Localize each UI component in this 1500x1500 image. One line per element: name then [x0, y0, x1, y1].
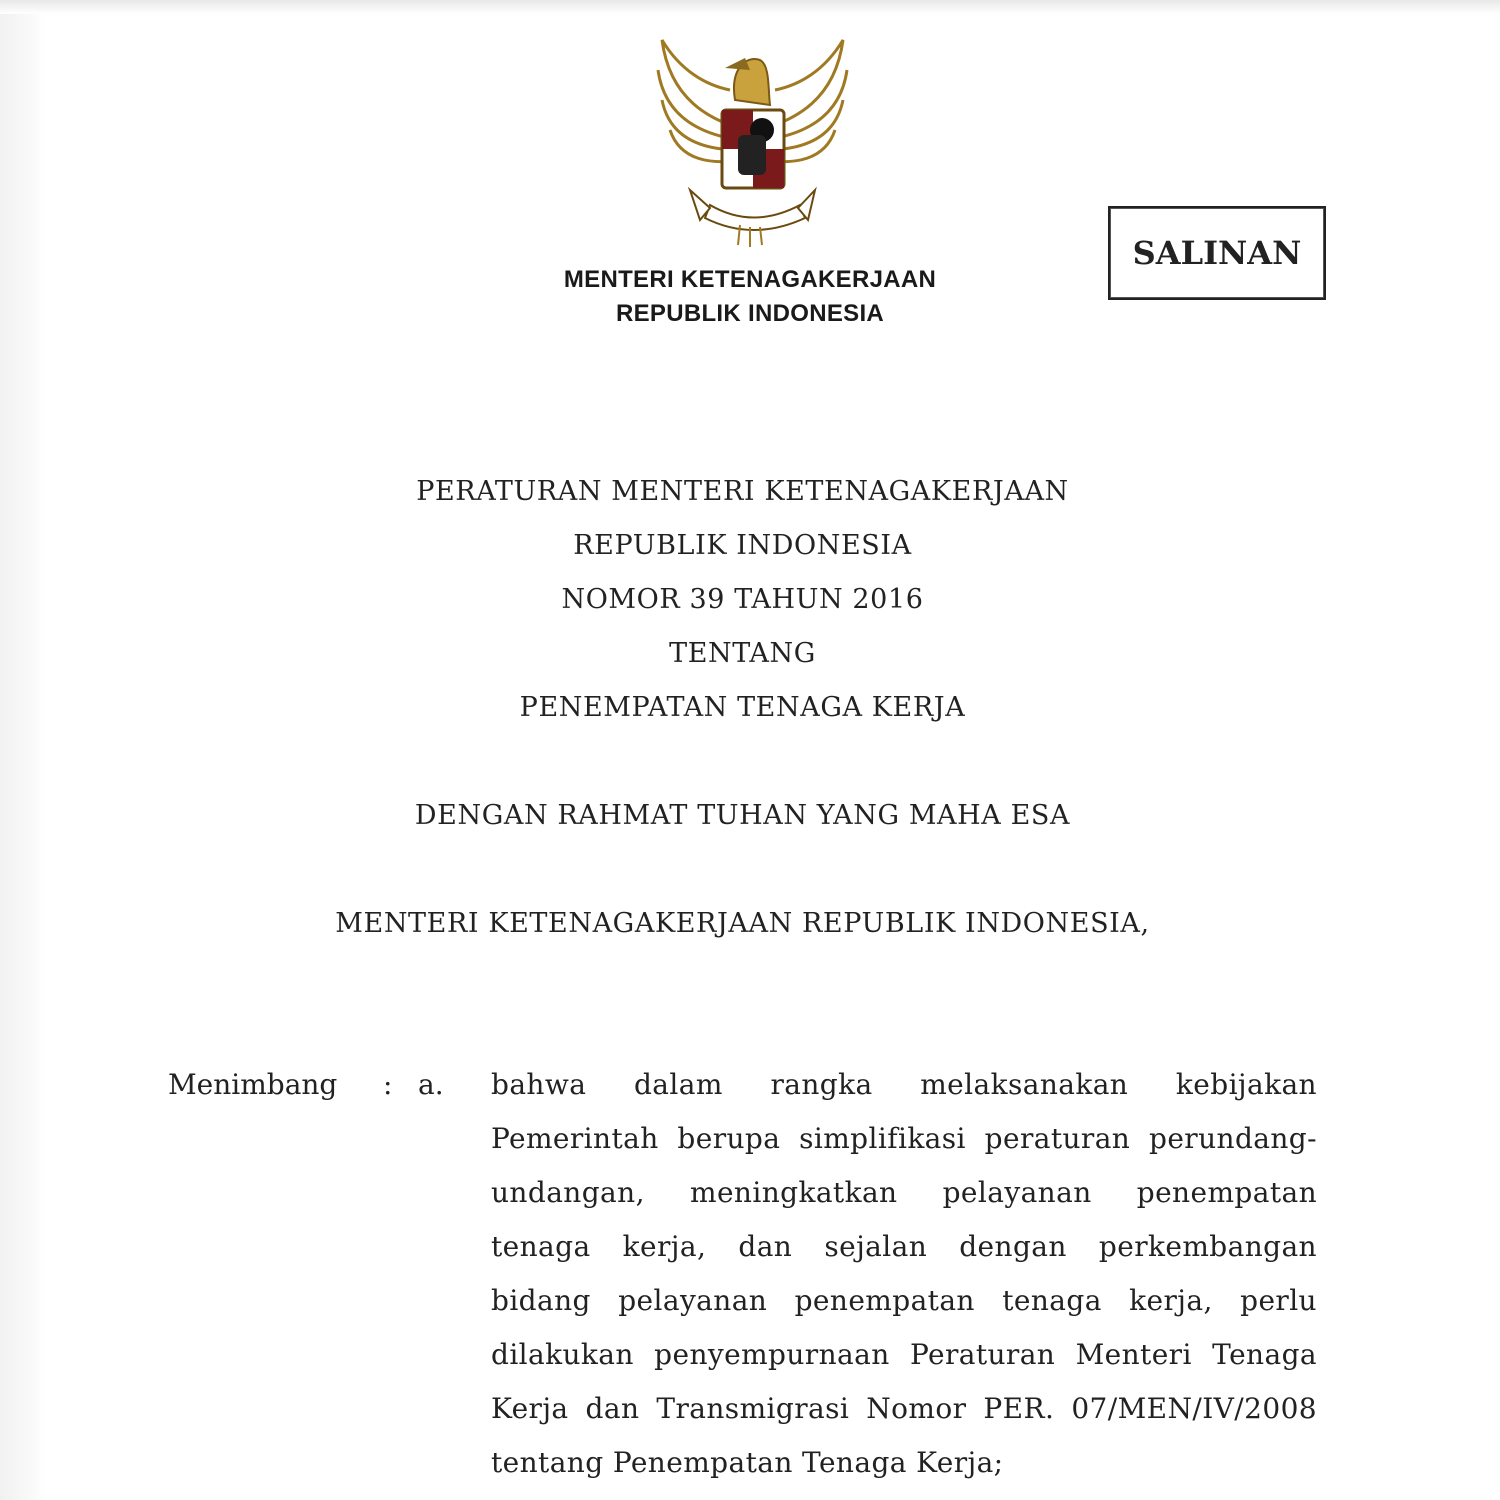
item-marker: a.	[418, 1068, 444, 1101]
issuer: MENTERI KETENAGAKERJAAN REPUBLIK INDONESIA,	[335, 908, 1150, 939]
body-line: bidang pelayanan penempatan tenaga kerja, perlu	[491, 1284, 1317, 1317]
letterhead-country: REPUBLIK INDONESIA	[615, 300, 885, 327]
body-line: dilakukan penyempurnaan Peraturan Menteri Tenaga	[491, 1338, 1317, 1371]
body-line: Kerja dan Transmigrasi Nomor PER. 07/MEN/IV/2008	[491, 1392, 1317, 1425]
regulation-title-line: TENTANG	[669, 638, 816, 669]
page-top-shadow	[0, 0, 1500, 14]
regulation-number: NOMOR 39 TAHUN 2016	[561, 584, 924, 615]
body-line: tentang Penempatan Tenaga Kerja;	[491, 1446, 1004, 1479]
considering-colon: :	[383, 1068, 393, 1101]
body-line: undangan, meningkatkan pelayanan penempatan	[491, 1176, 1317, 1209]
regulation-title-line: REPUBLIK INDONESIA	[573, 530, 912, 561]
letterhead-ministry: MENTERI KETENAGAKERJAAN	[563, 266, 937, 293]
body-line: Pemerintah berupa simplifikasi peraturan perundang-	[491, 1122, 1317, 1155]
regulation-title-line: PERATURAN MENTERI KETENAGAKERJAAN	[416, 476, 1069, 507]
garuda-emblem-icon	[650, 30, 855, 250]
page-edge-shadow	[0, 0, 46, 1500]
salinan-stamp: SALINAN	[1108, 206, 1326, 300]
body-line: bahwa dalam rangka melaksanakan kebijakan	[491, 1068, 1317, 1101]
regulation-subject: PENEMPATAN TENAGA KERJA	[519, 692, 966, 723]
invocation: DENGAN RAHMAT TUHAN YANG MAHA ESA	[414, 800, 1071, 831]
considering-label: Menimbang	[168, 1068, 338, 1101]
body-line: tenaga kerja, dan sejalan dengan perkembangan	[491, 1230, 1317, 1263]
